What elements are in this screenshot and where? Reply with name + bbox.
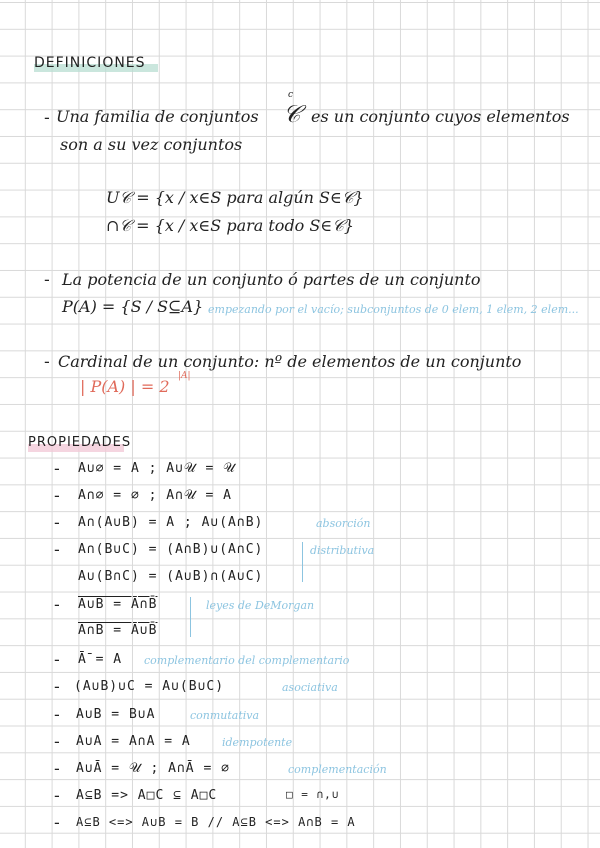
- intersection-formula: ∩𝒞 = {x / x∈S para todo S∈𝒞}: [106, 216, 355, 235]
- bullet-dash: -: [54, 459, 60, 478]
- cardinal-exponent: |A|: [178, 371, 191, 381]
- potencia-formula: P(A) = {S / S⊆A}: [62, 297, 204, 316]
- bullet-dash: -: [54, 650, 60, 669]
- property-note: complementario del complementario: [144, 654, 350, 667]
- property-note: idempotente: [222, 736, 293, 749]
- cardinal-text: Cardinal de un conjunto: nº de elementos de un conjunto: [58, 352, 522, 371]
- property-formula: A∪B = Ā∩B̄: [78, 597, 158, 612]
- bullet-dash: -: [54, 759, 60, 778]
- familia-text-part1: Una familia de conjuntos: [56, 107, 259, 126]
- property-formula: A∪∅ = A ; A∪𝒰 = 𝒰: [78, 461, 236, 476]
- property-formula: A∪Ā = 𝒰 ; A∩Ā = ∅: [76, 761, 230, 776]
- property-formula: A∩(B∪C) = (A∩B)∪(A∩C): [78, 542, 264, 557]
- bullet-dash: -: [44, 108, 50, 127]
- bullet-dash: -: [54, 786, 60, 805]
- property-formula: A⊆B => A□C ⊆ A□C: [76, 788, 218, 803]
- property-formula: A∩(A∪B) = A ; A∪(A∩B): [78, 515, 264, 530]
- potencia-note: empezando por el vacío; subconjuntos de 0 elem, 1 elem, 2 elem...: [208, 303, 579, 316]
- familia-superscript: c: [288, 90, 294, 100]
- familia-text-part2: es un conjunto cuyos elementos: [311, 107, 570, 126]
- bullet-dash: -: [54, 513, 60, 532]
- property-note: distributiva: [310, 544, 375, 557]
- brace-line: [190, 597, 191, 637]
- property-formula: A∩B = Ā∪B̄: [78, 623, 158, 638]
- property-note: conmutativa: [190, 709, 260, 722]
- familia-symbol: 𝒞: [283, 100, 301, 128]
- bullet-dash: -: [54, 732, 60, 751]
- bullet-dash: -: [54, 486, 60, 505]
- property-note: leyes de DeMorgan: [206, 599, 315, 612]
- property-formula: A∪B = B∪A: [76, 707, 156, 722]
- property-note-operators: □ = ∩,∪: [286, 788, 340, 801]
- brace-line: [302, 542, 303, 582]
- bullet-dash: -: [54, 595, 60, 614]
- property-formula: A∩∅ = ∅ ; A∩𝒰 = A: [78, 488, 232, 503]
- familia-text-line2: son a su vez conjuntos: [60, 135, 243, 154]
- cardinal-formula: | P(A) | = 2: [80, 377, 170, 396]
- bullet-dash: -: [54, 705, 60, 724]
- potencia-text: La potencia de un conjunto ó partes de un conjunto: [62, 270, 481, 289]
- definiciones-heading: DEFINICIONES: [34, 55, 146, 71]
- property-formula: A∪A = A∩A = A: [76, 734, 191, 749]
- bullet-dash: -: [44, 352, 50, 371]
- union-formula: U𝒞 = {x / x∈S para algún S∈𝒞}: [106, 188, 364, 207]
- property-formula: (A∪B)∪C = A∪(B∪C): [74, 679, 225, 694]
- bullet-dash: -: [54, 813, 60, 832]
- propiedades-heading: PROPIEDADES: [28, 435, 132, 450]
- bullet-dash: -: [54, 677, 60, 696]
- bullet-dash: -: [44, 270, 50, 289]
- property-note: complementación: [288, 763, 387, 776]
- property-formula: A⊆B <=> A∪B = B // A⊆B <=> A∩B = A: [76, 815, 356, 829]
- property-formula: Ā̄ = A: [78, 652, 123, 667]
- property-formula: A∪(B∩C) = (A∪B)∩(A∪C): [78, 569, 264, 584]
- property-note: absorción: [316, 517, 371, 530]
- bullet-dash: -: [54, 540, 60, 559]
- property-note: asociativa: [282, 681, 338, 694]
